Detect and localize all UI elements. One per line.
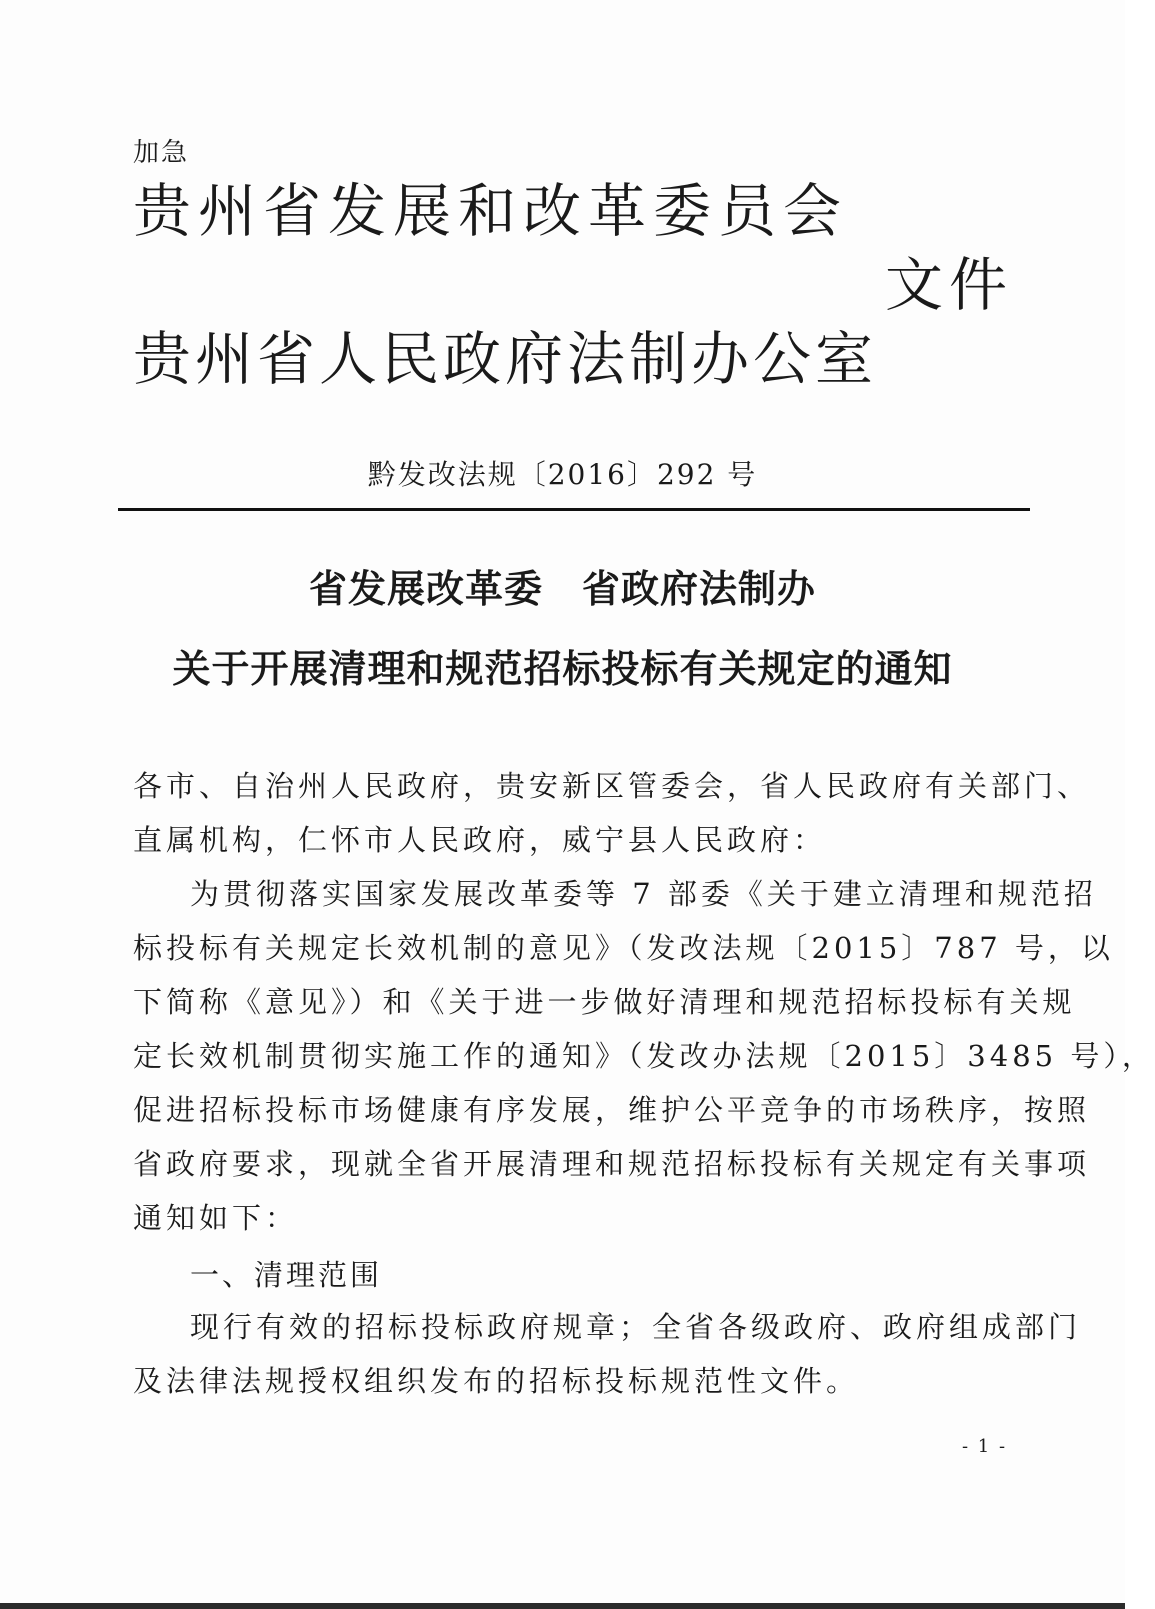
page-number: - 1 - (962, 1436, 1008, 1457)
addressee-line-2: 直属机构，仁怀市人民政府，威宁县人民政府： (133, 823, 827, 857)
issuer-name-1: 贵州省发展和改革委员会 (133, 177, 849, 245)
scan-edge (0, 1603, 1125, 1609)
paragraph-line: 定长效机制贯彻实施工作的通知》（发改办法规〔2015〕3485 号）， (133, 1039, 1155, 1073)
paragraph-line: 省政府要求，现就全省开展清理和规范招标投标有关规定有关事项 (133, 1147, 1091, 1181)
section-paragraph-line: 及法律法规授权组织发布的招标投标规范性文件。 (133, 1364, 860, 1398)
paragraph-line: 下简称《意见》）和《关于进一步做好清理和规范招标投标有关规 (133, 985, 1076, 1019)
document-title-line-2: 关于开展清理和规范招标投标有关规定的通知 (172, 646, 953, 691)
header-divider (118, 508, 1030, 511)
paragraph-line: 标投标有关规定长效机制的意见》（发改法规〔2015〕787 号，以 (133, 931, 1114, 965)
urgency-label: 加急 (133, 138, 190, 168)
document-title-line-1: 省发展改革委 省政府法制办 (308, 566, 816, 611)
document-number: 黔发改法规〔2016〕292 号 (367, 458, 758, 491)
paragraph-line: 为贯彻落实国家发展改革委等 7 部委《关于建立清理和规范招 (190, 877, 1097, 911)
paragraph-line: 通知如下： (133, 1201, 299, 1235)
document-kind: 文件 (885, 251, 1014, 319)
section-paragraph-line: 现行有效的招标投标政府规章；全省各级政府、政府组成部门 (190, 1310, 1082, 1344)
issuer-name-2: 贵州省人民政府法制办公室 (133, 325, 878, 393)
paragraph-line: 促进招标投标市场健康有序发展，维护公平竞争的市场秩序，按照 (133, 1093, 1091, 1127)
section-heading: 一、清理范围 (190, 1258, 383, 1292)
addressee-line-1: 各市、自治州人民政府，贵安新区管委会，省人民政府有关部门、 (133, 769, 1091, 803)
